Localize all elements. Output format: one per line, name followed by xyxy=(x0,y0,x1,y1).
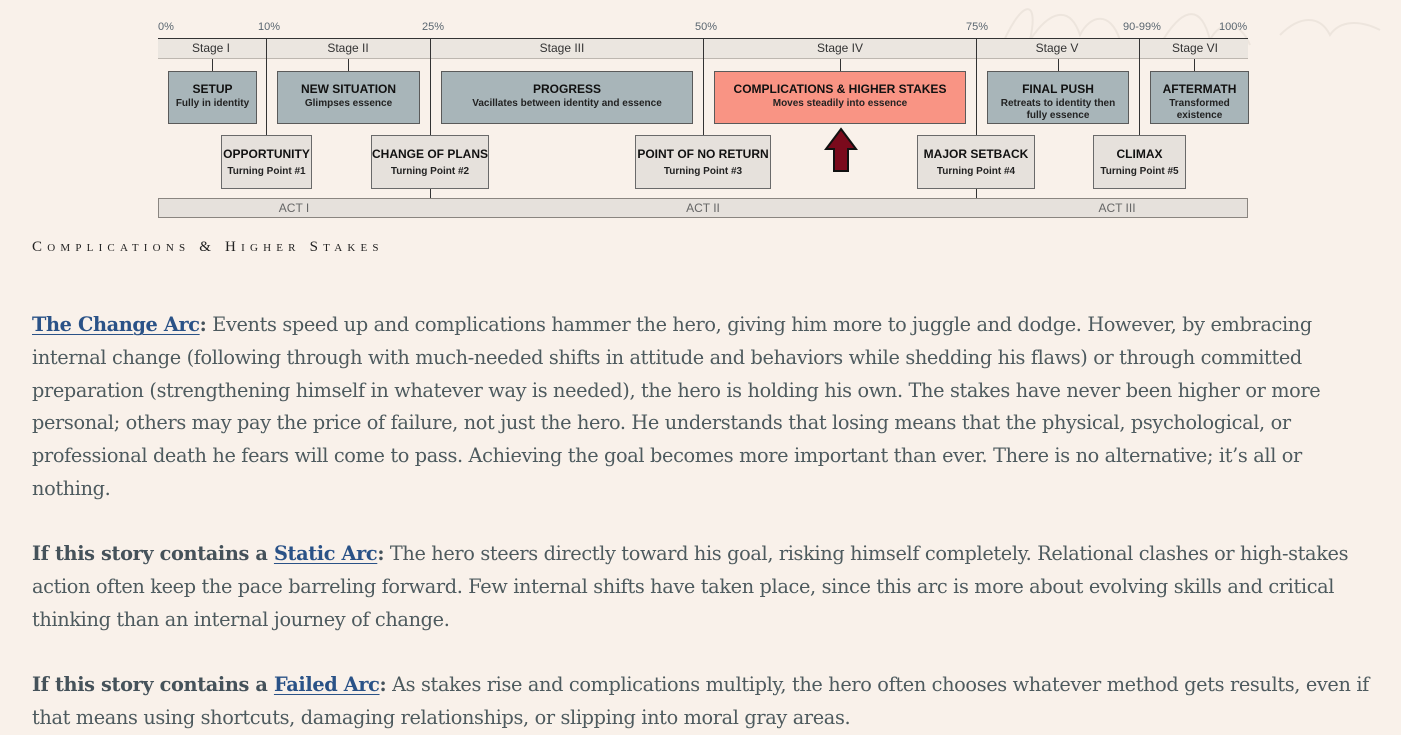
percent-mark: 25% xyxy=(422,21,445,33)
turning-point-subtitle: Turning Point #3 xyxy=(663,166,743,177)
percent-mark: 0% xyxy=(158,21,174,33)
section-title: Complications & Higher Stakes xyxy=(32,239,384,255)
stage-connector xyxy=(348,59,349,71)
stage-connector xyxy=(1194,59,1195,71)
stage-label: Stage IV xyxy=(816,41,864,55)
stage-subtitle: Vacillates between identity and essence xyxy=(472,98,662,109)
turning-point-subtitle: Turning Point #4 xyxy=(936,166,1016,177)
stage-box-progress xyxy=(441,71,693,124)
stage-label: Stage I xyxy=(191,41,231,55)
stage-title: AFTERMATH xyxy=(1162,82,1237,96)
stage-subtitle: Glimpses essence xyxy=(304,98,393,109)
percent-mark: 75% xyxy=(966,21,989,33)
stage-label: Stage V xyxy=(1035,41,1079,55)
stage-subtitle: Transformed existence xyxy=(1169,98,1230,121)
stage-box-complications-active xyxy=(714,71,966,124)
paragraph-text: As stakes rise and complications multiply, the hero often chooses whatever method gets results, even if that means using shortcuts, damaging relationships, or slipping into moral gray areas. xyxy=(32,673,1369,729)
paragraph-lead: If this story contains a xyxy=(32,542,274,566)
act-label: ACT I xyxy=(278,201,310,215)
failed-arc-link[interactable]: Failed Arc xyxy=(273,673,380,697)
colon: : xyxy=(379,673,387,697)
act-label: ACT III xyxy=(1098,201,1136,215)
stage-title: PROGRESS xyxy=(532,82,601,96)
divider-50 xyxy=(703,38,704,135)
turning-point-title: CLIMAX xyxy=(1116,147,1163,161)
story-structure-diagram xyxy=(0,0,1401,230)
change-arc-link[interactable]: The Change Arc xyxy=(32,313,200,337)
stage-box-final-push xyxy=(987,71,1129,124)
stage-subtitle: Fully in identity xyxy=(175,98,250,109)
colon: : xyxy=(377,542,385,566)
turning-point-title: OPPORTUNITY xyxy=(223,147,310,161)
divider-90 xyxy=(1139,38,1140,135)
stage-subtitle: Moves steadily into essence xyxy=(772,98,908,109)
turning-point-subtitle: Turning Point #2 xyxy=(390,166,470,177)
turning-point-subtitle: Turning Point #1 xyxy=(227,166,306,177)
divider-10 xyxy=(266,38,267,135)
stage-box-new-situation xyxy=(277,71,420,124)
turning-point-title: POINT OF NO RETURN xyxy=(637,147,769,161)
turning-point-subtitle: Turning Point #5 xyxy=(1100,166,1179,177)
stage-box-setup xyxy=(168,71,257,124)
stage-subtitle: Retreats to identity then fully essence xyxy=(1000,98,1116,121)
turning-point-climax xyxy=(1093,135,1186,189)
act-label: ACT II xyxy=(686,201,720,215)
stage-label: Stage III xyxy=(539,41,585,55)
stage-label: Stage II xyxy=(327,41,369,55)
paragraph-text: Events speed up and complications hammer the hero, giving him more to juggle and dodge. However, by embracing internal change (following through with much-needed shifts in attitude and behaviors while shedding his flaws) or through committed preparation (strengthening himself in whatever way is needed), the hero is holding his own. The stakes have never been higher or more personal; others may pay the price of failure, not just the hero. He understands that losing means that the physical, psychological, or professional death he fears will come to pass. Achieving the goal becomes more important than ever. There is no alternative; it’s all or nothing. xyxy=(32,313,1321,500)
stage-title: FINAL PUSH xyxy=(1022,82,1094,96)
change-arc-paragraph xyxy=(32,309,1382,505)
percent-mark: 50% xyxy=(695,21,718,33)
stage-box-aftermath xyxy=(1150,71,1249,124)
turning-point-title: CHANGE OF PLANS xyxy=(372,147,489,161)
paragraph-text: The hero steers directly toward his goal, risking himself completely. Relational clashes or high-stakes action often keep the pace barreling forward. Few internal shifts have taken place, since this arc is more about evolving skills and critical thinking than an internal journey of change. xyxy=(32,542,1349,631)
turning-point-major-setback xyxy=(917,135,1035,189)
turning-point-point-of-no-return xyxy=(635,135,771,189)
stage-title: NEW SITUATION xyxy=(300,82,397,96)
stage-title: SETUP xyxy=(192,82,233,96)
paragraph-lead: If this story contains a xyxy=(32,673,274,697)
stage-connector xyxy=(1058,59,1059,71)
static-arc-link[interactable]: Static Arc xyxy=(273,542,378,566)
percent-mark: 10% xyxy=(258,21,281,33)
percent-mark: 100% xyxy=(1219,21,1248,33)
turning-point-change-of-plans xyxy=(371,135,489,189)
turning-point-title: MAJOR SETBACK xyxy=(923,147,1029,161)
stage-connector xyxy=(212,59,213,71)
turning-point-opportunity xyxy=(221,135,312,189)
stage-connector xyxy=(840,59,841,71)
colon: : xyxy=(199,313,207,337)
stage-label: Stage VI xyxy=(1171,41,1219,55)
static-arc-paragraph xyxy=(32,538,1382,636)
up-arrow-icon xyxy=(824,127,858,173)
stage-title: COMPLICATIONS & HIGHER STAKES xyxy=(733,82,947,96)
percent-mark: 90-99% xyxy=(1123,21,1161,33)
